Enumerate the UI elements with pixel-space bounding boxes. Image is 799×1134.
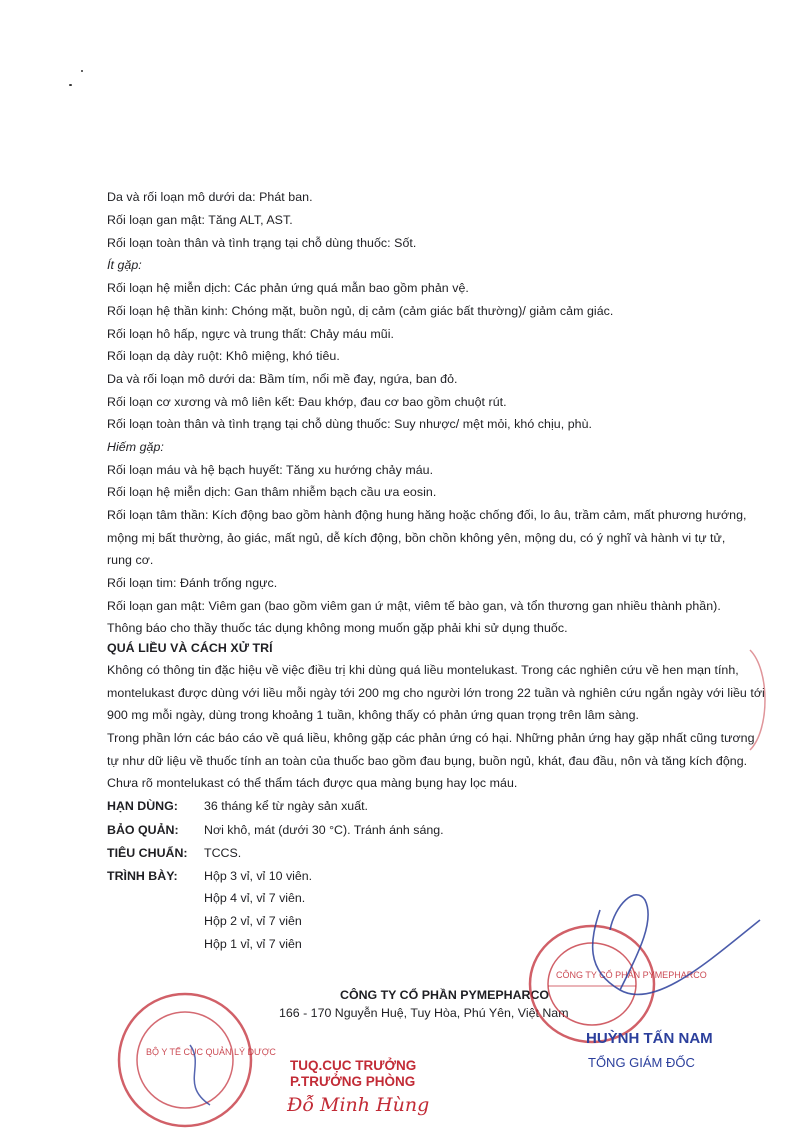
- director-name: HUỲNH TẤN NAM: [586, 1030, 713, 1047]
- packaging-item: Hộp 3 vỉ, vỉ 10 viên.: [204, 869, 313, 883]
- seal-text: CÔNG TY CỔ PHẦN PYMEPHARCO: [556, 970, 707, 980]
- text-line: Rối loạn dạ dày ruột: Khô miệng, khó tiêu.: [107, 349, 340, 363]
- text-line: Rối loạn gan mật: Tăng ALT, AST.: [107, 213, 293, 227]
- subheading-uncommon: Ít gặp:: [107, 258, 142, 272]
- text-line: Rối loạn hệ miễn dịch: Các phản ứng quá mẫn bao gồm phản vệ.: [107, 281, 469, 295]
- ministry-line1: TUQ.CỤC TRƯỞNG: [290, 1058, 417, 1073]
- text-line: Trong phần lớn các báo cáo về quá liều, không gặp các phản ứng có hại. Những phản ứng hay gặp nhất cũng tương: [107, 731, 755, 745]
- standard-label: TIÊU CHUẨN:: [107, 846, 188, 860]
- text-line: Rối loạn cơ xương và mô liên kết: Đau khớp, đau cơ bao gồm chuột rút.: [107, 395, 507, 409]
- text-line: 900 mg mỗi ngày, dùng trong khoảng 1 tuần, không thấy có phản ứng quan trọng trên lâm sàng.: [107, 708, 640, 722]
- edge-stamp-fragment: [740, 640, 799, 760]
- section-heading-overdose: QUÁ LIỀU VÀ CÁCH XỬ TRÍ: [107, 641, 273, 655]
- text-line: mộng mị bất thường, ảo giác, mất ngủ, dễ kích động, bồn chồn không yên, mộng du, có ý nghĩ và hành vi tự tử,: [107, 531, 726, 545]
- text-line: Rối loạn hô hấp, ngực và trung thất: Chảy máu mũi.: [107, 327, 394, 341]
- text-line: Rối loạn tâm thần: Kích động bao gồm hành động hung hăng hoặc chống đối, lo âu, trầm cảm, mất phương hướng,: [107, 508, 747, 522]
- ministry-signer: Đỗ Minh Hùng: [287, 1094, 430, 1116]
- expiry-value: 36 tháng kể từ ngày sản xuất.: [204, 799, 368, 813]
- director-title: TỔNG GIÁM ĐỐC: [588, 1055, 695, 1070]
- storage-value: Nơi khô, mát (dưới 30 °C). Tránh ánh sáng.: [204, 823, 444, 837]
- packaging-label: TRÌNH BÀY:: [107, 869, 178, 883]
- text-line: Rối loạn gan mật: Viêm gan (bao gồm viêm gan ứ mật, viêm tế bào gan, và tổn thương gan nhiều thành phần).: [107, 599, 721, 613]
- subheading-rare: Hiếm gặp:: [107, 440, 164, 454]
- expiry-label: HẠN DÙNG:: [107, 799, 178, 813]
- director-signature: [560, 880, 790, 1020]
- company-address: 166 - 170 Nguyễn Huệ, Tuy Hòa, Phú Yên, Việt Nam: [279, 1006, 569, 1020]
- text-line: Rối loạn máu và hệ bạch huyết: Tăng xu hướng chảy máu.: [107, 463, 434, 477]
- text-line: Da và rối loạn mô dưới da: Phát ban.: [107, 190, 313, 204]
- text-line: Rối loạn tim: Đánh trống ngực.: [107, 576, 278, 590]
- text-line: Da và rối loạn mô dưới da: Bầm tím, nổi mề đay, ngứa, ban đỏ.: [107, 372, 458, 386]
- text-line: Không có thông tin đặc hiệu về việc điều trị khi dùng quá liều montelukast. Trong các nghiên cứu về hen mạn tính,: [107, 663, 739, 677]
- text-line: Rối loạn toàn thân và tình trạng tại chỗ dùng thuốc: Suy nhược/ mệt mỏi, khó chịu, phù.: [107, 417, 593, 431]
- storage-label: BẢO QUẢN:: [107, 823, 179, 837]
- scan-speck: [69, 84, 72, 86]
- company-name: CÔNG TY CỔ PHẦN PYMEPHARCO: [340, 988, 550, 1002]
- standard-value: TCCS.: [204, 846, 242, 860]
- text-line: tự như dữ liệu về thuốc tính an toàn của thuốc bao gồm đau bụng, buồn ngủ, khát, đau đầu, nôn và tăng kích động.: [107, 754, 748, 768]
- packaging-item: Hộp 4 vỉ, vỉ 7 viên.: [204, 891, 306, 905]
- text-line: Chưa rõ montelukast có thể thẩm tách được qua màng bụng hay lọc máu.: [107, 776, 518, 790]
- text-line: Thông báo cho thầy thuốc tác dụng không mong muốn gặp phải khi sử dụng thuốc.: [107, 621, 568, 635]
- text-line: montelukast được dùng với liều mỗi ngày tới 200 mg cho người lớn trong 22 tuần và nghiên cứu ngắn ngày với liều tới: [107, 686, 765, 700]
- ministry-line2: P.TRƯỞNG PHÒNG: [290, 1074, 416, 1089]
- text-line: Rối loạn hệ thần kinh: Chóng mặt, buồn ngủ, dị cảm (cảm giác bất thường)/ giảm cảm giác.: [107, 304, 614, 318]
- packaging-item: Hộp 2 vỉ, vỉ 7 viên: [204, 914, 302, 928]
- packaging-item: Hộp 1 vỉ, vỉ 7 viên: [204, 937, 302, 951]
- text-line: Rối loạn toàn thân và tình trạng tại chỗ dùng thuốc: Sốt.: [107, 236, 417, 250]
- scan-speck: [81, 70, 83, 72]
- ministry-seal-stamp: [110, 985, 276, 1134]
- text-line: rung cơ.: [107, 553, 154, 567]
- text-line: Rối loạn hệ miễn dịch: Gan thâm nhiễm bạch cầu ưa eosin.: [107, 485, 437, 499]
- seal-text: BỘ Y TẾ CỤC QUẢN LÝ DƯỢC: [146, 1047, 276, 1057]
